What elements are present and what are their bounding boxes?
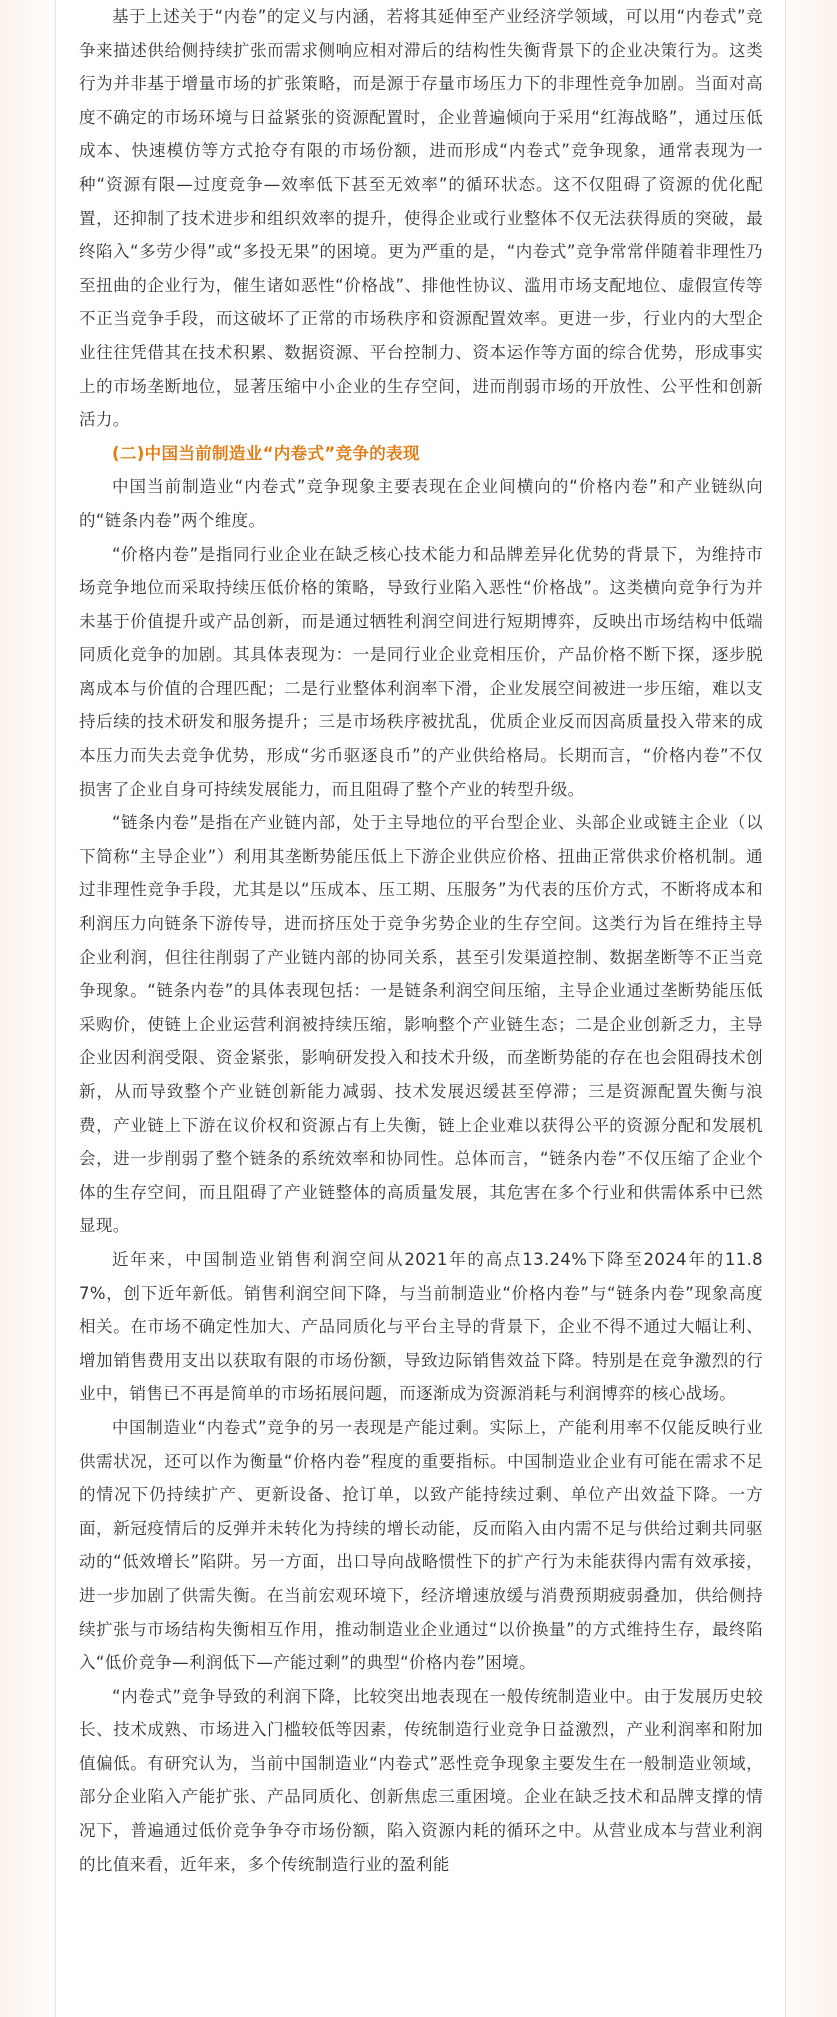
article-paragraph-3: “价格内卷”是指同行业企业在缺乏核心技术能力和品牌差异化优势的背景下，为维持市场竞争地位而采取持续压低价格的策略，导致行业陷入恶性“价格战”。这类横向竞争行为并未基于价值提升或产品创新，而是通过牺牲利润空间进行短期博弈，反映出市场结构中低端同质化竞争的加剧。其具体表现为：一是同行业企业竞相压价，产品价格不断下探，逐步脱离成本与价值的合理匹配；二是行业整体利润率下滑，企业发展空间被进一步压缩，难以支持后续的技术研发和服务提升；三是市场秩序被扰乱，优质企业反而因高质量投入带来的成本压力而失去竞争优势，形成“劣币驱逐良币”的产业供给格局。长期而言，“价格内卷”不仅损害了企业自身可持续发展能力，而且阻碍了整个产业的转型升级。 — [79, 544, 763, 799]
article-content — [79, 0, 763, 1881]
section-heading: (二)中国当前制造业“内卷式”竞争的表现 — [112, 443, 420, 463]
article-paragraph-4: “链条内卷”是指在产业链内部，处于主导地位的平台型企业、头部企业或链主企业（以下简称“主导企业”）利用其垄断势能压低上下游企业供应价格、扭曲正常供求价格机制。通过非理性竞争手段，尤其是以“压成本、压工期、压服务”为代表的压价方式，不断将成本和利润压力向链条下游传导，进而挤压处于竞争劣势企业的生存空间。这类行为旨在维持主导企业利润，但往往削弱了产业链内部的协同关系，甚至引发渠道控制、数据垄断等不正当竞争现象。“链条内卷”的具体表现包括：一是链条利润空间压缩，主导企业通过垄断势能压低采购价，使链上企业运营利润被持续压缩，影响整个产业链生态；二是企业创新乏力，主导企业因利润受限、资金紧张，影响研发投入和技术升级，而垄断势能的存在也会阻碍技术创新，从而导致整个产业链创新能力减弱、技术发展迟缓甚至停滞；三是资源配置失衡与浪费，产业链上下游在议价权和资源占有上失衡，链上企业难以获得公平的资源分配和发展机会，进一步削弱了整个链条的系统效率和协同性。总体而言，“链条内卷”不仅压缩了企业个体的生存空间，而且阻碍了产业链整体的高质量发展，其危害在多个行业和供需体系中已然显现。 — [79, 813, 763, 1236]
article-paragraph-7: “内卷式”竞争导致的利润下降，比较突出地表现在一般传统制造业中。由于发展历史较长、技术成熟、市场进入门槛较低等因素，传统制造行业竞争日益激烈，产业利润率和附加值偏低。有研究认为，当前中国制造业“内卷式”恶性竞争现象主要发生在一般制造业领域，部分企业陷入产能扩张、产品同质化、创新焦虑三重困境。企业在缺乏技术和品牌支撑的情况下，普遍通过低价竞争争夺市场份额，陷入资源内耗的循环之中。从营业成本与营业利润的比值来看，近年来，多个传统制造行业的盈利能 — [79, 1686, 763, 1874]
article-paragraph-6: 中国制造业“内卷式”竞争的另一表现是产能过剩。实际上，产能利用率不仅能反映行业供需状况，还可以作为衡量“价格内卷”程度的重要指标。中国制造业企业有可能在需求不足的情况下仍持续扩产、更新设备、抢订单，以致产能持续过剩、单位产出效益下降。一方面，新冠疫情后的反弹并未转化为持续的增长动能，反而陷入由内需不足与供给过剩共同驱动的“低效增长”陷阱。另一方面，出口导向战略惯性下的扩产行为未能获得内需有效承接，进一步加剧了供需失衡。在当前宏观环境下，经济增速放缓与消费预期疲弱叠加，供给侧持续扩张与市场结构失衡相互作用，推动制造业企业通过“以价换量”的方式维持生存，最终陷入“低价竞争—利润低下—产能过剩”的典型“价格内卷”困境。 — [79, 1417, 763, 1673]
article-paragraph-1: 基于上述关于“内卷”的定义与内涵，若将其延伸至产业经济学领域，可以用“内卷式”竞争来描述供给侧持续扩张而需求侧响应相对滞后的结构性失衡背景下的企业决策行为。这类行为并非基于增量市场的扩张策略，而是源于存量市场压力下的非理性竞争加剧。当面对高度不确定的市场环境与日益紧张的资源配置时，企业普遍倾向于采用“红海战略”，通过压低成本、快速模仿等方式抢夺有限的市场份额，进而形成“内卷式”竞争现象，通常表现为一种“资源有限—过度竞争—效率低下甚至无效率”的循环状态。这不仅阻碍了资源的优化配置，还抑制了技术进步和组织效率的提升，使得企业或行业整体不仅无法获得质的突破，最终陷入“多劳少得”或“多投无果”的困境。更为严重的是，“内卷式”竞争常常伴随着非理性乃至扭曲的企业行为，催生诸如恶性“价格战”、排他性协议、滥用市场支配地位、虚假宣传等不正当竞争手段，而这破坏了正常的市场秩序和资源配置效率。更进一步，行业内的大型企业往往凭借其在技术积累、数据资源、平台控制力、资本运作等方面的综合优势，形成事实上的市场垄断地位，显著压缩中小企业的生存空间，进而削弱市场的开放性、公平性和创新活力。 — [79, 7, 763, 430]
article-paragraph-2: 中国当前制造业“内卷式”竞争现象主要表现在企业间横向的“价格内卷”和产业链纵向的“链条内卷”两个维度。 — [79, 477, 763, 530]
article-paragraph-5: 近年来，中国制造业销售利润空间从2021年的高点13.24%下降至2024年的11.87%，创下近年新低。销售利润空间下降，与当前制造业“价格内卷”与“链条内卷”现象高度相关。在市场不确定性加大、产品同质化与平台主导的背景下，企业不得不通过大幅让利、增加销售费用支出以获取有限的市场份额，导致边际销售效益下降。特别是在竞争激烈的行业中，销售已不再是简单的市场拓展问题，而逐渐成为资源消耗与利润博弈的核心战场。 — [79, 1249, 763, 1404]
article-panel — [55, 0, 786, 2017]
